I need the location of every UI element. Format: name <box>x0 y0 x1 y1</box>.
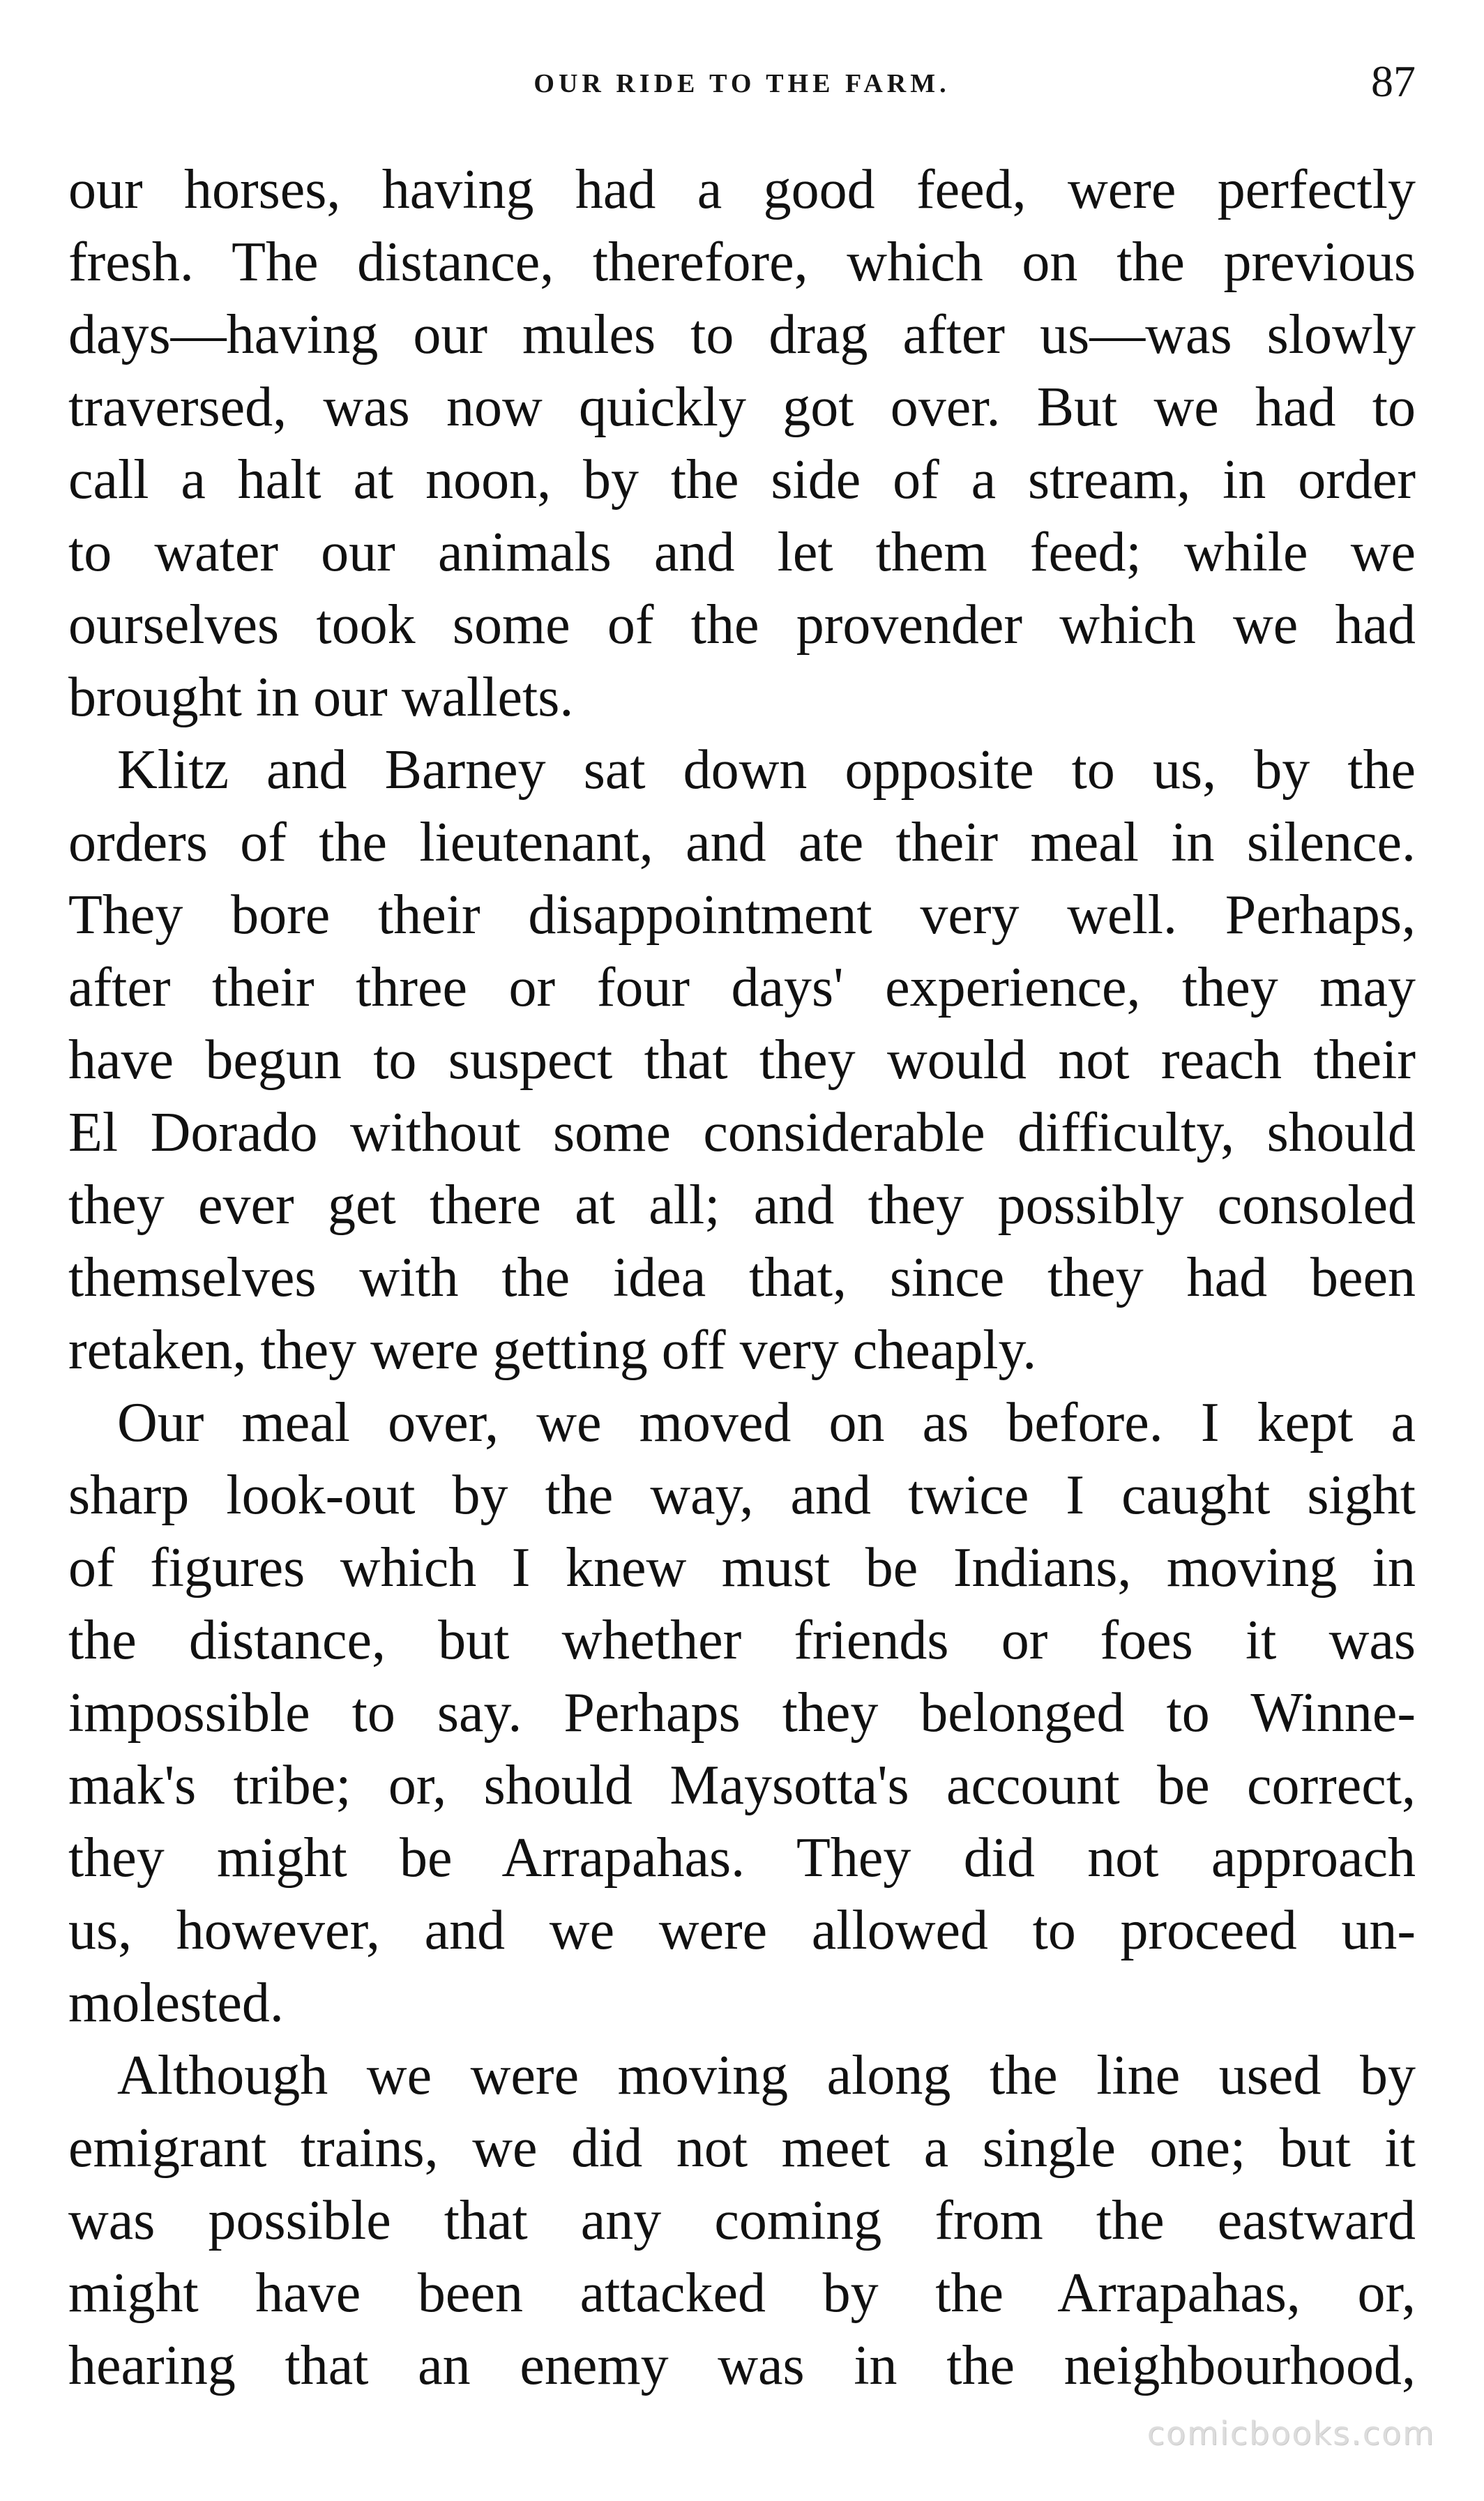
text-line: brought in our wallets. <box>68 667 574 728</box>
text-line: the distance, but whether friends or foes it was <box>68 1610 1416 1671</box>
text-line: impossible to say. Perhaps they belonged to Winne- <box>68 1682 1416 1744</box>
text-line: ourselves took some of the provender which we had <box>68 594 1416 656</box>
text-line: to water our animals and let them feed; while we <box>68 522 1416 583</box>
text-line: fresh. The distance, therefore, which on the previous <box>68 232 1416 293</box>
text-line: retaken, they were getting off very cheaply. <box>68 1320 1037 1381</box>
paragraph-first-line: Our meal over, we moved on as before. I kept a <box>117 1392 1416 1453</box>
text-line: might have been attacked by the Arrapahas, or, <box>68 2262 1416 2324</box>
page-number: 87 <box>1371 56 1416 106</box>
text-line: They bore their disappointment very well. Perhaps, <box>68 884 1416 946</box>
paragraph-first-line: Klitz and Barney sat down opposite to us, by the <box>117 739 1416 801</box>
text-line: themselves with the idea that, since they had been <box>68 1247 1416 1308</box>
text-line: El Dorado without some considerable difficulty, should <box>68 1102 1416 1163</box>
text-line: orders of the lieutenant, and ate their meal in silence. <box>68 812 1416 873</box>
running-title: OUR RIDE TO THE FARM. <box>533 69 951 98</box>
text-line: our horses, having had a good feed, were perfectly <box>68 159 1416 220</box>
text-line: of figures which I knew must be Indians, moving in <box>68 1537 1416 1599</box>
text-line: they might be Arrapahas. They did not approach <box>68 1827 1416 1889</box>
text-line: emigrant trains, we did not meet a single one; but it <box>68 2117 1416 2179</box>
paragraph-first-line: Although we were moving along the line used by <box>117 2045 1416 2106</box>
text-line: after their three or four days' experience, they may <box>68 957 1416 1018</box>
running-header <box>68 56 1416 119</box>
watermark: comicbooks.com <box>1146 2415 1435 2452</box>
text-line: they ever get there at all; and they possibly consoled <box>68 1174 1416 1236</box>
text-line: sharp look-out by the way, and twice I caught sight <box>68 1465 1416 1526</box>
text-line: molested. <box>68 1972 284 2034</box>
text-line: us, however, and we were allowed to proceed un- <box>68 1900 1416 1961</box>
text-line: days—having our mules to drag after us—was slowly <box>68 304 1416 365</box>
text-line: hearing that an enemy was in the neighbourhood, <box>68 2335 1416 2396</box>
text-line: mak's tribe; or, should Maysotta's account be correct, <box>68 1755 1416 1816</box>
text-line: call a halt at noon, by the side of a stream, in order <box>68 449 1416 511</box>
text-line: have begun to suspect that they would not reach their <box>68 1029 1416 1091</box>
text-line: traversed, was now quickly got over. But we had to <box>68 377 1416 438</box>
text-line: was possible that any coming from the eastward <box>68 2190 1416 2251</box>
